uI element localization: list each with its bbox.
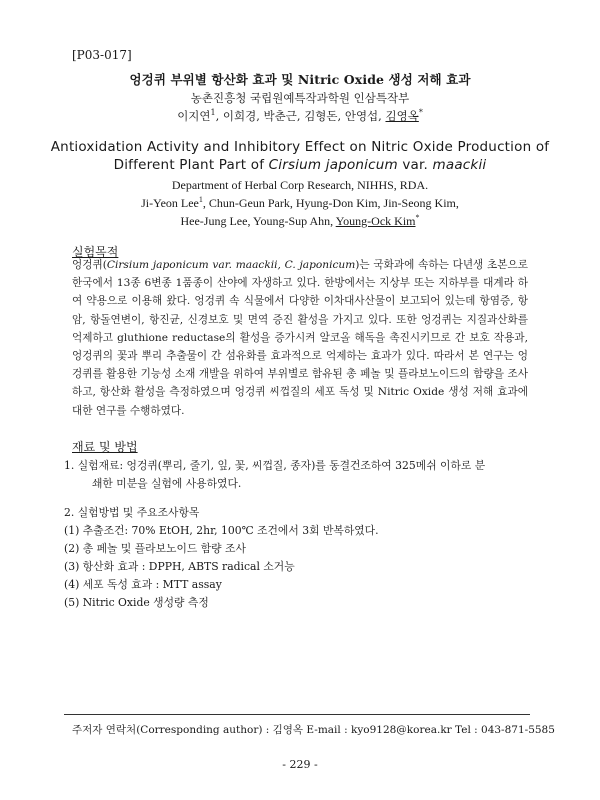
english-authors-line2 <box>0 214 600 229</box>
english-authors-rest: , Chun-Geun Park, Hyung-Don Kim, Jin-Seong Kim, <box>202 196 459 210</box>
methods-subheading: 2. 실험방법 및 주요조사항목 <box>64 506 200 519</box>
method-item-extraction: (1) 추출조건: 70% EtOH, 2hr, 100℃ 조건에서 3회 반복하였다. <box>64 524 379 537</box>
objective-heading: 실험목적 <box>72 245 119 259</box>
english-author-first: Ji-Yeon Lee <box>141 196 199 210</box>
korean-title-post: 생성 저해 효과 <box>384 72 471 87</box>
corresponding-author-contact: 주저자 연락처(Corresponding author) : 김영옥 E-mail : kyo9128@korea.kr Tel : 043-871-5585 <box>72 724 555 736</box>
method-item-nitric-oxide: (5) Nitric Oxide 생성량 측정 <box>64 596 209 609</box>
methods-heading: 재료 및 방법 <box>72 440 138 454</box>
korean-title-latin: Nitric Oxide <box>297 72 385 87</box>
english-title-line2 <box>0 157 600 173</box>
english-title-var: var. <box>397 157 433 173</box>
material-item: 1. 실험재료: 엉겅퀴(뿌리, 줄기, 잎, 꽃, 씨껍질, 종자)를 동결건조하여 325메쉬 이하로 분 <box>64 459 486 472</box>
english-title-line1: Antioxidation Activity and Inhibitory Effect on Nitric Oxide Production of <box>50 139 550 155</box>
objective-text-body: )는 국화과에 속하는 다년생 초본으로 한국에서 13종 6변종 1품종이 산야에 자생하고 있다. 한방에서는 지상부 또는 지하부를 대계라 하여 약용으로 이용해 왔다. 엉겅퀴 속 식물에서 다양한 이차대사산물이 보고되어 있는데 항염증, 항암, 항돌연변이, 항진균, 신경보호 및 면역 증진 활성을 가지고 있다. 또한 엉겅퀴는 지질과산화를 억제하고 gluthione reductase의 활성을 증가시켜 알코올 해독을 촉진시키므로 간 보호 작용과, 엉겅퀴의 꽃과 뿌리 추출물이 간 섬유화를 효과적으로 억제하는 효과가 있다. 따라서 본 연구는 엉겅퀴를 활용한 기능성 소재 개발을 위하여 부위별로 함유된 총 페놀 및 플라보노이드의 함량을 조사하고, 항산화 활성을 측정하였으며 엉겅퀴 씨껍질의 세포 독성 및 Nitric Oxide 생성 저해 효과에 대한 연구를 수행하였다. <box>72 259 528 417</box>
english-affiliation: Department of Herbal Corp Research, NIHHS, RDA. <box>171 178 429 192</box>
english-title-variety: maackii <box>432 157 487 173</box>
korean-authors-middle: , 이희경, 박춘근, 김형돈, 안영섭, <box>215 109 386 123</box>
korean-author-first-sup: 1 <box>210 108 216 118</box>
page-number: - 229 - <box>282 758 318 771</box>
objective-text-pre: 엉겅퀴( <box>72 259 107 271</box>
material-item-continued: 쇄한 미분을 실험에 사용하였다. <box>92 477 242 490</box>
korean-authors <box>0 108 600 124</box>
korean-title <box>0 70 600 88</box>
objective-paragraph <box>72 256 528 420</box>
method-item-antioxidant: (3) 항산화 효과 : DPPH, ABTS radical 소거능 <box>64 560 295 573</box>
korean-affiliation: 농촌진흥청 국립원예특작과학원 인삼특작부 <box>190 91 410 105</box>
objective-species-names: Cirsium japonicum var. maackii, C. japonicum <box>106 259 356 271</box>
english-authors-line1 <box>0 196 600 211</box>
korean-author-first: 이지연 <box>177 109 211 123</box>
abstract-code: [P03-017] <box>72 48 132 62</box>
english-title-species: Cirsium japonicum <box>268 157 398 173</box>
method-item-phenol-flavonoid: (2) 총 페놀 및 플라보노이드 함량 조사 <box>64 542 246 555</box>
english-corresponding-author: Young-Ock Kim <box>335 214 416 228</box>
korean-corresponding-author: 김영옥 <box>385 109 419 123</box>
english-author-first-sup: 1 <box>198 195 203 204</box>
korean-corresponding-sup: * <box>418 108 423 118</box>
method-item-cytotoxicity: (4) 세포 독성 효과 : MTT assay <box>64 578 222 591</box>
korean-title-pre: 엉겅퀴 부위별 항산화 효과 및 <box>129 72 298 87</box>
english-authors-line2-pre: Hee-Jung Lee, Young-Sup Ahn, <box>180 214 336 228</box>
english-corresponding-sup: * <box>415 213 420 222</box>
footer-divider <box>64 714 530 715</box>
english-title-pre: Different Plant Part of <box>113 157 269 173</box>
